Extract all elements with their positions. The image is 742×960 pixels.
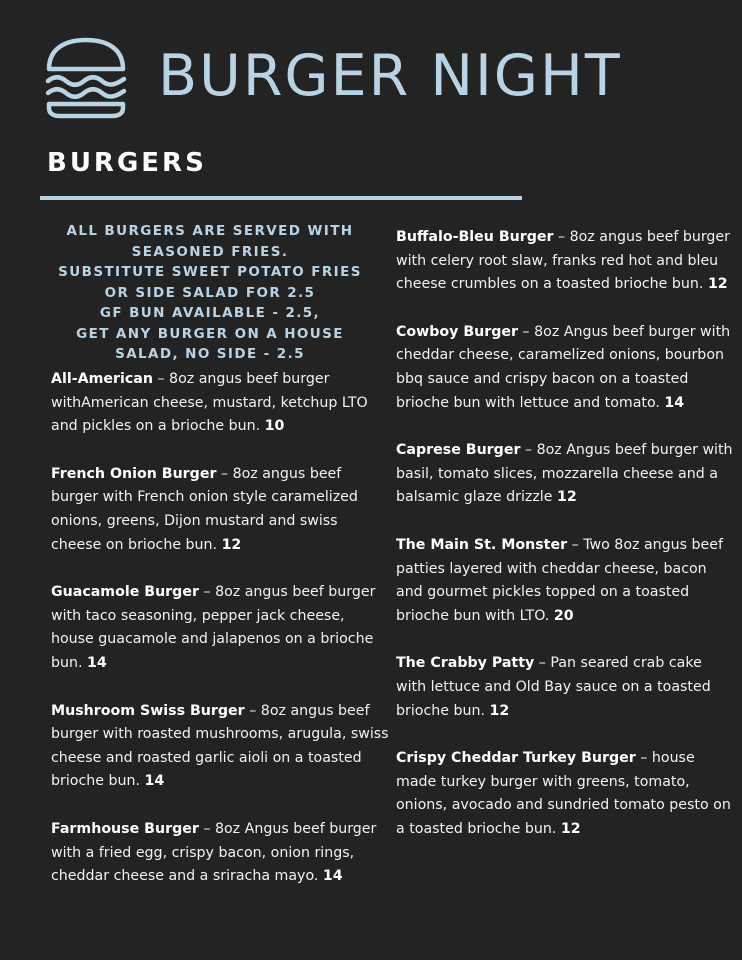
menu-column-left <box>51 368 391 913</box>
item-name: The Main St. Monster <box>396 536 568 553</box>
item-price: 12 <box>221 536 242 553</box>
item-price: 12 <box>556 489 577 506</box>
menu-item <box>396 534 736 628</box>
item-price: 12 <box>489 702 510 719</box>
item-description: – 8oz angus beef burger with French onion style caramelized onions, greens, Dijon mustard and swiss cheese on brioche bun. <box>51 465 358 553</box>
item-price: 14 <box>87 654 107 671</box>
item-description: – house made turkey burger with greens, tomato, onions, avocado and sundried tomato pesto on a toasted brioche bun. <box>396 750 731 837</box>
menu-item <box>396 652 736 723</box>
notice-line: SALAD, NO SIDE - 2.5 <box>115 346 305 362</box>
item-name: The Crabby Patty <box>396 655 535 672</box>
notice-line: GF BUN AVAILABLE - 2.5, <box>99 305 321 321</box>
notice-line: GET ANY BURGER ON A HOUSE <box>76 325 344 342</box>
item-description: – 8oz Angus beef burger with cheddar cheese, caramelized onions, bourbon bbq sauce and crispy bacon on a toasted brioche bun with lettuce and tomato. <box>396 323 731 411</box>
item-price: 12 <box>707 276 728 293</box>
menu-item <box>396 226 736 297</box>
item-name: Crispy Cheddar Turkey Burger <box>396 750 636 767</box>
notice-line: SUBSTITUTE SWEET POTATO FRIES <box>58 264 362 280</box>
item-price: 14 <box>144 773 165 790</box>
menu-item <box>396 439 736 510</box>
menu-item <box>51 818 391 889</box>
notice-line: ALL BURGERS ARE SERVED WITH <box>66 223 354 239</box>
item-name: French Onion Burger <box>51 465 217 482</box>
item-description: – Pan seared crab cake with lettuce and Old Bay sauce on a toasted brioche bun. <box>396 655 711 719</box>
burger-icon <box>44 36 128 120</box>
item-description: – 8oz angus beef burger with taco seasoning, pepper jack cheese, house guacamole and jalapenos on a brioche bun. <box>51 584 376 671</box>
serving-notice <box>46 221 374 365</box>
item-description: – Two 8oz angus beef patties layered with cheddar cheese, bacon and gourmet pickles topped on a toasted brioche bun with LTO. <box>396 536 724 624</box>
item-name: Mushroom Swiss Burger <box>51 702 245 719</box>
item-name: All-American <box>51 371 153 387</box>
item-name: Caprese Burger <box>396 442 521 459</box>
item-description: – 8oz Angus beef burger with basil, tomato slices, mozzarella cheese and a balsamic glaze drizzle <box>396 442 733 506</box>
item-price: 20 <box>553 607 574 624</box>
item-name: Farmhouse Burger <box>51 820 199 837</box>
menu-item <box>51 463 391 557</box>
divider <box>40 196 522 200</box>
menu-item <box>51 581 391 675</box>
item-name: Cowboy Burger <box>396 323 519 340</box>
menu-item <box>51 700 391 794</box>
item-description: – 8oz angus beef burger withAmerican cheese, mustard, ketchup LTO and pickles on a brioche bun. <box>51 371 368 435</box>
item-name: Guacamole Burger <box>51 584 199 601</box>
item-price: 10 <box>264 418 285 435</box>
item-name: Buffalo-Bleu Burger <box>396 229 554 245</box>
menu-item <box>51 368 391 439</box>
menu-column-right <box>396 226 736 865</box>
item-description: – 8oz angus beef burger with roasted mushrooms, arugula, swiss cheese and roasted garlic aioli on a toasted brioche bun. <box>51 702 389 790</box>
item-price: 14 <box>322 868 343 885</box>
page-title: BURGER NIGHT <box>158 43 622 109</box>
notice-line: OR SIDE SALAD FOR 2.5 <box>104 284 316 301</box>
item-description: – 8oz Angus beef burger with a fried egg, crispy bacon, onion rings, cheddar cheese and a sriracha mayo. <box>51 820 377 885</box>
notice-line: SEASONED FRIES. <box>131 243 289 260</box>
item-price: 14 <box>664 394 685 411</box>
menu-item <box>396 747 736 841</box>
section-title: BURGERS <box>47 148 207 178</box>
item-description: – 8oz angus beef burger with celery root slaw, franks red hot and bleu cheese crumbles on a toasted brioche bun. <box>396 229 730 293</box>
menu-item <box>396 321 736 415</box>
item-price: 12 <box>560 820 581 837</box>
